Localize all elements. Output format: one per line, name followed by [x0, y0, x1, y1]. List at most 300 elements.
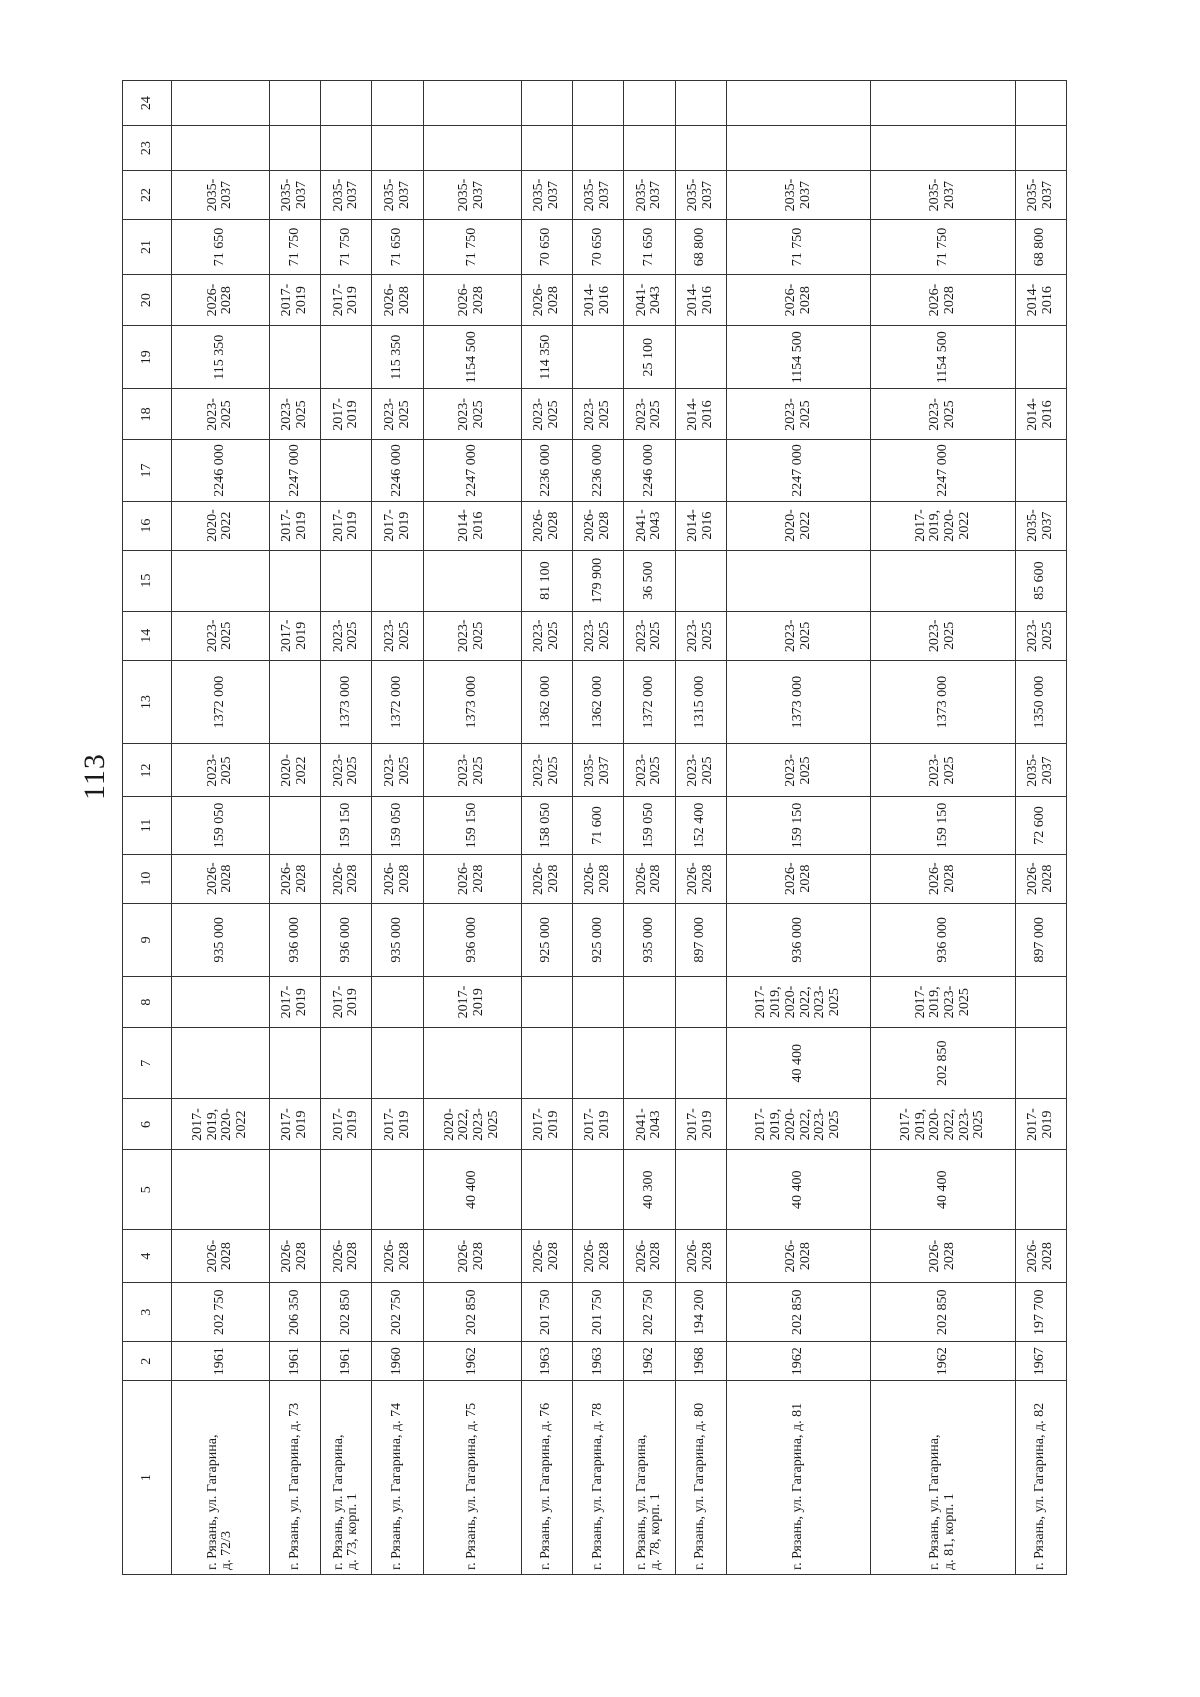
- table-cell: 2023- 2025: [572, 389, 623, 440]
- table-cell: 2236 000: [572, 440, 623, 501]
- column-header: 24: [123, 81, 172, 126]
- table-cell: 1373 000: [726, 660, 870, 744]
- table-cell: 1968: [675, 1342, 726, 1381]
- table-cell: 25 100: [624, 326, 675, 389]
- table-cell: 2014- 2016: [675, 389, 726, 440]
- table-row: [675, 81, 726, 1575]
- table-cell: 2026- 2028: [572, 1230, 623, 1283]
- rotated-table-container: [122, 80, 1067, 1575]
- table-cell: [726, 126, 870, 171]
- table-body: [172, 81, 1067, 1575]
- table-cell: [624, 81, 675, 126]
- table-cell: 115 350: [172, 326, 270, 389]
- table-cell: 2023- 2025: [624, 389, 675, 440]
- table-cell: 2023- 2025: [1015, 611, 1066, 660]
- table-cell: 936 000: [423, 903, 521, 976]
- column-header: 11: [123, 797, 172, 854]
- table-cell: 2026- 2028: [1015, 854, 1066, 903]
- table-cell: 2023- 2025: [675, 744, 726, 797]
- table-cell: 897 000: [675, 903, 726, 976]
- table-cell: 2023- 2025: [521, 611, 572, 660]
- table-cell: 2017- 2019: [1015, 1099, 1066, 1150]
- table-cell: [372, 550, 423, 611]
- table-cell: 159 150: [871, 797, 1015, 854]
- table-cell: 2026- 2028: [871, 1230, 1015, 1283]
- table-cell: 1962: [423, 1342, 521, 1381]
- column-header: 2: [123, 1342, 172, 1381]
- table-cell: [372, 1028, 423, 1099]
- table-cell: [624, 1028, 675, 1099]
- table-cell: [321, 550, 372, 611]
- table-cell: 2014- 2016: [572, 275, 623, 326]
- table-cell: 1373 000: [321, 660, 372, 744]
- column-header: 20: [123, 275, 172, 326]
- table-cell: 1372 000: [372, 660, 423, 744]
- table-cell: 2026- 2028: [726, 1230, 870, 1283]
- address-cell: г. Рязань, ул. Гагарина, д. 74: [372, 1381, 423, 1575]
- table-cell: 2026- 2028: [624, 1230, 675, 1283]
- table-cell: 2026- 2028: [726, 854, 870, 903]
- table-cell: [321, 81, 372, 126]
- table-cell: 2035- 2037: [1015, 744, 1066, 797]
- table-cell: [1015, 1150, 1066, 1230]
- table-row: [372, 81, 423, 1575]
- table-cell: 40 400: [871, 1150, 1015, 1230]
- table-cell: 2023- 2025: [321, 744, 372, 797]
- table-cell: 2026- 2028: [521, 275, 572, 326]
- table-cell: 114 350: [521, 326, 572, 389]
- table-cell: 1373 000: [423, 660, 521, 744]
- table-cell: 2026- 2028: [269, 854, 320, 903]
- table-cell: 2041- 2043: [624, 275, 675, 326]
- table-cell: [572, 977, 623, 1028]
- table-cell: 925 000: [521, 903, 572, 976]
- address-cell: г. Рязань, ул. Гагарина, д. 81, корп. 1: [871, 1381, 1015, 1575]
- table-row: [423, 81, 521, 1575]
- table-cell: [572, 81, 623, 126]
- table-cell: 2026- 2028: [321, 1230, 372, 1283]
- table-cell: [1015, 977, 1066, 1028]
- table-cell: [423, 550, 521, 611]
- table-cell: 1362 000: [572, 660, 623, 744]
- table-cell: [572, 1150, 623, 1230]
- table-cell: 72 600: [1015, 797, 1066, 854]
- address-cell: г. Рязань, ул. Гагарина, д. 78: [572, 1381, 623, 1575]
- table-cell: 2026- 2028: [372, 854, 423, 903]
- column-header: 12: [123, 744, 172, 797]
- table-cell: 2023- 2025: [321, 611, 372, 660]
- table-cell: 2017- 2019: [269, 611, 320, 660]
- table-cell: 202 750: [624, 1283, 675, 1342]
- table-cell: 2014- 2016: [423, 501, 521, 550]
- table-cell: 202 850: [321, 1283, 372, 1342]
- address-cell: г. Рязань, ул. Гагарина, д. 73: [269, 1381, 320, 1575]
- table-cell: 202 750: [372, 1283, 423, 1342]
- table-cell: [172, 977, 270, 1028]
- table-cell: 2020- 2022: [172, 501, 270, 550]
- table-cell: 1960: [372, 1342, 423, 1381]
- table-cell: 935 000: [172, 903, 270, 976]
- table-cell: 115 350: [372, 326, 423, 389]
- table-cell: 152 400: [675, 797, 726, 854]
- table-cell: 40 400: [726, 1028, 870, 1099]
- table-cell: 2035- 2037: [321, 171, 372, 220]
- table-cell: 2023- 2025: [172, 389, 270, 440]
- table-cell: 159 150: [726, 797, 870, 854]
- table-cell: [521, 126, 572, 171]
- table-cell: 2035- 2037: [871, 171, 1015, 220]
- table-cell: 2023- 2025: [871, 611, 1015, 660]
- table-cell: [675, 440, 726, 501]
- table-cell: 159 050: [372, 797, 423, 854]
- table-cell: [269, 550, 320, 611]
- table-cell: 2023- 2025: [624, 744, 675, 797]
- table-cell: [521, 1150, 572, 1230]
- column-header: 1: [123, 1381, 172, 1575]
- column-header: 6: [123, 1099, 172, 1150]
- table-cell: 2023- 2025: [372, 611, 423, 660]
- table-cell: [675, 126, 726, 171]
- table-cell: 2246 000: [372, 440, 423, 501]
- table-cell: 179 900: [572, 550, 623, 611]
- table-cell: 2017- 2019: [321, 977, 372, 1028]
- column-header: 21: [123, 219, 172, 274]
- column-header: 18: [123, 389, 172, 440]
- table-cell: 70 650: [572, 219, 623, 274]
- table-cell: 2017- 2019: [321, 389, 372, 440]
- table-cell: 71 750: [871, 219, 1015, 274]
- table-cell: [372, 1150, 423, 1230]
- table-cell: 202 850: [726, 1283, 870, 1342]
- table-cell: 2017- 2019: [572, 1099, 623, 1150]
- table-cell: 2023- 2025: [372, 389, 423, 440]
- table-cell: 2035- 2037: [269, 171, 320, 220]
- header-row: [123, 81, 172, 1575]
- table-cell: 2023- 2025: [726, 389, 870, 440]
- table-cell: 1961: [172, 1342, 270, 1381]
- table-cell: 2017- 2019: [372, 1099, 423, 1150]
- address-cell: г. Рязань, ул. Гагарина, д. 73, корп. 1: [321, 1381, 372, 1575]
- table-cell: [372, 81, 423, 126]
- table-cell: 1962: [726, 1342, 870, 1381]
- table-cell: [423, 1028, 521, 1099]
- table-cell: 71 600: [572, 797, 623, 854]
- table-cell: 1154 500: [726, 326, 870, 389]
- table-cell: 2017- 2019, 2020- 2022, 2023- 2025: [726, 977, 870, 1028]
- table-cell: 2246 000: [624, 440, 675, 501]
- column-header: 13: [123, 660, 172, 744]
- table-cell: 2026- 2028: [521, 501, 572, 550]
- table-cell: [321, 1150, 372, 1230]
- table-cell: [172, 550, 270, 611]
- table-cell: 40 400: [423, 1150, 521, 1230]
- table-cell: [423, 81, 521, 126]
- table-cell: [675, 326, 726, 389]
- table-cell: 159 050: [624, 797, 675, 854]
- table-cell: [624, 977, 675, 1028]
- table-cell: 2247 000: [269, 440, 320, 501]
- table-cell: 2247 000: [726, 440, 870, 501]
- table-cell: 2026- 2028: [624, 854, 675, 903]
- table-cell: 2026- 2028: [423, 1230, 521, 1283]
- table-cell: 2035- 2037: [172, 171, 270, 220]
- table-cell: 2041- 2043: [624, 1099, 675, 1150]
- column-header: 14: [123, 611, 172, 660]
- table-cell: 2023- 2025: [521, 744, 572, 797]
- table-row: [521, 81, 572, 1575]
- table-row: [172, 81, 270, 1575]
- table-cell: 202 850: [871, 1028, 1015, 1099]
- table-cell: 2017- 2019: [269, 1099, 320, 1150]
- address-cell: г. Рязань, ул. Гагарина, д. 80: [675, 1381, 726, 1575]
- table-cell: 2017- 2019: [423, 977, 521, 1028]
- table-cell: 159 150: [423, 797, 521, 854]
- table-cell: 194 200: [675, 1283, 726, 1342]
- table-cell: [871, 126, 1015, 171]
- table-cell: 936 000: [269, 903, 320, 976]
- table-cell: 2023- 2025: [572, 611, 623, 660]
- table-cell: [521, 1028, 572, 1099]
- table-cell: [321, 440, 372, 501]
- table-cell: 2023- 2025: [423, 389, 521, 440]
- column-header: 10: [123, 854, 172, 903]
- table-cell: 2026- 2028: [321, 854, 372, 903]
- table-cell: [726, 550, 870, 611]
- table-cell: 2020- 2022, 2023- 2025: [423, 1099, 521, 1150]
- table-row: [572, 81, 623, 1575]
- table-cell: 2023- 2025: [269, 389, 320, 440]
- table-cell: 2035- 2037: [624, 171, 675, 220]
- table-cell: 2017- 2019: [269, 275, 320, 326]
- table-cell: 897 000: [1015, 903, 1066, 976]
- table-cell: [321, 326, 372, 389]
- table-cell: 1961: [321, 1342, 372, 1381]
- table-cell: [321, 126, 372, 171]
- column-header: 17: [123, 440, 172, 501]
- table-cell: 2026- 2028: [423, 275, 521, 326]
- table-cell: 1967: [1015, 1342, 1066, 1381]
- table-cell: 2035- 2037: [372, 171, 423, 220]
- column-header: 23: [123, 126, 172, 171]
- address-cell: г. Рязань, ул. Гагарина, д. 72/3: [172, 1381, 270, 1575]
- table-cell: 85 600: [1015, 550, 1066, 611]
- address-cell: г. Рязань, ул. Гагарина, д. 76: [521, 1381, 572, 1575]
- table-cell: [269, 1150, 320, 1230]
- table-cell: 71 750: [726, 219, 870, 274]
- column-header: 19: [123, 326, 172, 389]
- table-cell: 2247 000: [871, 440, 1015, 501]
- table-cell: 71 750: [269, 219, 320, 274]
- table-cell: [572, 126, 623, 171]
- table-cell: 936 000: [321, 903, 372, 976]
- table-cell: 2023- 2025: [172, 611, 270, 660]
- table-cell: 2026- 2028: [572, 854, 623, 903]
- table-cell: [726, 81, 870, 126]
- table-cell: 2035- 2037: [572, 171, 623, 220]
- table-cell: [372, 126, 423, 171]
- table-cell: [871, 81, 1015, 126]
- table-cell: 2026- 2028: [172, 854, 270, 903]
- table-cell: 2026- 2028: [675, 854, 726, 903]
- table-cell: 2247 000: [423, 440, 521, 501]
- table-row: [871, 81, 1015, 1575]
- table-cell: [871, 550, 1015, 611]
- table-cell: [1015, 1028, 1066, 1099]
- table-cell: 2035- 2037: [1015, 501, 1066, 550]
- address-cell: г. Рязань, ул. Гагарина, д. 78, корп. 1: [624, 1381, 675, 1575]
- table-cell: [675, 81, 726, 126]
- table-cell: [269, 326, 320, 389]
- table-cell: 2035- 2037: [521, 171, 572, 220]
- table-cell: 2035- 2037: [1015, 171, 1066, 220]
- table-cell: 40 400: [726, 1150, 870, 1230]
- table-cell: 2035- 2037: [675, 171, 726, 220]
- table-cell: 71 650: [372, 219, 423, 274]
- table-cell: 2026- 2028: [269, 1230, 320, 1283]
- table-cell: 2026- 2028: [521, 1230, 572, 1283]
- table-cell: 2017- 2019: [321, 501, 372, 550]
- table-cell: 1962: [624, 1342, 675, 1381]
- column-header: 22: [123, 171, 172, 220]
- table-cell: 1963: [572, 1342, 623, 1381]
- table-cell: 71 750: [321, 219, 372, 274]
- address-cell: г. Рязань, ул. Гагарина, д. 81: [726, 1381, 870, 1575]
- table-cell: [423, 126, 521, 171]
- table-cell: 2017- 2019, 2020- 2022: [871, 501, 1015, 550]
- table-cell: 40 300: [624, 1150, 675, 1230]
- table-cell: 2023- 2025: [423, 744, 521, 797]
- table-cell: 2026- 2028: [572, 501, 623, 550]
- table-cell: [172, 126, 270, 171]
- table-cell: [1015, 326, 1066, 389]
- table-cell: [372, 977, 423, 1028]
- table-cell: 2014- 2016: [675, 275, 726, 326]
- table-cell: [321, 1028, 372, 1099]
- table-cell: 2017- 2019: [675, 1099, 726, 1150]
- table-cell: 71 650: [172, 219, 270, 274]
- table-cell: 2026- 2028: [1015, 1230, 1066, 1283]
- table-cell: 81 100: [521, 550, 572, 611]
- table-cell: 2026- 2028: [871, 275, 1015, 326]
- column-header: 15: [123, 550, 172, 611]
- table-cell: 2026- 2028: [372, 1230, 423, 1283]
- table-cell: 2236 000: [521, 440, 572, 501]
- table-cell: 71 750: [423, 219, 521, 274]
- table-cell: [624, 126, 675, 171]
- table-cell: [269, 797, 320, 854]
- table-cell: 2026- 2028: [423, 854, 521, 903]
- table-cell: [269, 126, 320, 171]
- column-header: 16: [123, 501, 172, 550]
- table-cell: 2017- 2019, 2020- 2022: [172, 1099, 270, 1150]
- table-cell: [572, 326, 623, 389]
- table-cell: 2017- 2019, 2020- 2022, 2023- 2025: [726, 1099, 870, 1150]
- table-cell: 1154 500: [871, 326, 1015, 389]
- table-cell: [675, 550, 726, 611]
- table-cell: 936 000: [871, 903, 1015, 976]
- table-cell: 1963: [521, 1342, 572, 1381]
- table-cell: [1015, 81, 1066, 126]
- table-cell: 2035- 2037: [726, 171, 870, 220]
- table-cell: 2023- 2025: [726, 744, 870, 797]
- table-cell: [675, 977, 726, 1028]
- table-cell: [572, 1028, 623, 1099]
- table-cell: [1015, 440, 1066, 501]
- table-cell: 159 050: [172, 797, 270, 854]
- column-header: 7: [123, 1028, 172, 1099]
- data-table: [122, 80, 1067, 1575]
- table-cell: 2035- 2037: [423, 171, 521, 220]
- table-cell: 36 500: [624, 550, 675, 611]
- column-header: 4: [123, 1230, 172, 1283]
- table-cell: 2026- 2028: [172, 1230, 270, 1283]
- table-cell: 1962: [871, 1342, 1015, 1381]
- column-header: 5: [123, 1150, 172, 1230]
- table-cell: 1372 000: [624, 660, 675, 744]
- table-cell: 2017- 2019, 2020- 2022, 2023- 2025: [871, 1099, 1015, 1150]
- table-cell: 2014- 2016: [1015, 389, 1066, 440]
- column-header: 9: [123, 903, 172, 976]
- page-number: 113: [78, 753, 111, 800]
- table-cell: 2023- 2025: [726, 611, 870, 660]
- table-cell: 71 650: [624, 219, 675, 274]
- table-cell: [675, 1028, 726, 1099]
- table-cell: [269, 81, 320, 126]
- table-cell: [1015, 126, 1066, 171]
- table-cell: 206 350: [269, 1283, 320, 1342]
- table-cell: 2026- 2028: [172, 275, 270, 326]
- table-cell: 2020- 2022: [269, 744, 320, 797]
- table-cell: 202 750: [172, 1283, 270, 1342]
- table-cell: 2026- 2028: [521, 854, 572, 903]
- table-cell: 2017- 2019: [321, 1099, 372, 1150]
- table-cell: 1362 000: [521, 660, 572, 744]
- table-cell: 197 700: [1015, 1283, 1066, 1342]
- table-cell: [269, 660, 320, 744]
- address-cell: г. Рязань, ул. Гагарина, д. 75: [423, 1381, 521, 1575]
- table-cell: 1154 500: [423, 326, 521, 389]
- table-cell: 2023- 2025: [423, 611, 521, 660]
- table-cell: 925 000: [572, 903, 623, 976]
- table-cell: 2017- 2019: [269, 501, 320, 550]
- table-cell: 2020- 2022: [726, 501, 870, 550]
- table-cell: 2023- 2025: [521, 389, 572, 440]
- table-cell: [521, 977, 572, 1028]
- table-cell: 2017- 2019: [321, 275, 372, 326]
- table-cell: 2017- 2019, 2023- 2025: [871, 977, 1015, 1028]
- table-cell: 936 000: [726, 903, 870, 976]
- table-cell: 935 000: [624, 903, 675, 976]
- table-cell: 2014- 2016: [1015, 275, 1066, 326]
- table-cell: [172, 1150, 270, 1230]
- table-cell: 2026- 2028: [726, 275, 870, 326]
- address-cell: г. Рязань, ул. Гагарина, д. 82: [1015, 1381, 1066, 1575]
- table-cell: 1373 000: [871, 660, 1015, 744]
- table-cell: 2026- 2028: [675, 1230, 726, 1283]
- table-row: [321, 81, 372, 1575]
- table-cell: 2017- 2019: [521, 1099, 572, 1150]
- table-cell: [675, 1150, 726, 1230]
- table-cell: 2023- 2025: [372, 744, 423, 797]
- table-cell: 935 000: [372, 903, 423, 976]
- table-cell: 1372 000: [172, 660, 270, 744]
- table-cell: 68 800: [675, 219, 726, 274]
- table-cell: 1315 000: [675, 660, 726, 744]
- table-row: [726, 81, 870, 1575]
- table-cell: [172, 81, 270, 126]
- table-cell: 2023- 2025: [871, 744, 1015, 797]
- table-cell: 70 650: [521, 219, 572, 274]
